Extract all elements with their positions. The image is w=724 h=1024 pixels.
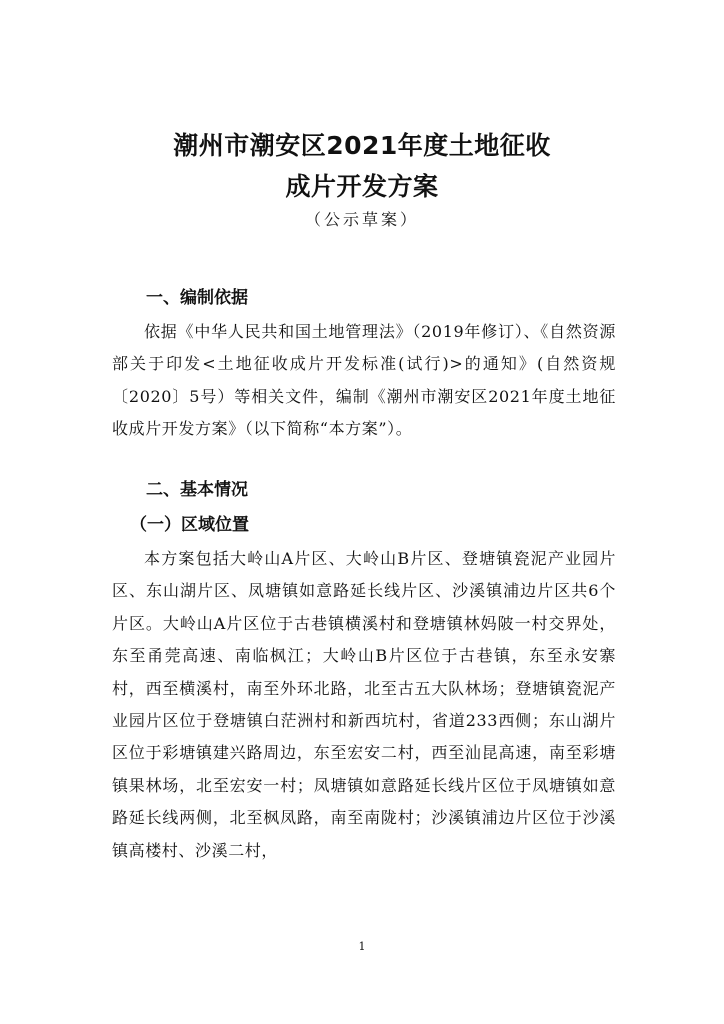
page-number: 1: [358, 940, 366, 953]
section-heading-basic-info: 二、基本情况: [146, 480, 248, 500]
document-subtitle: （公示草案）: [304, 210, 419, 229]
paragraph-location: 本方案包括大岭山A片区、大岭山B片区、登塘镇瓷泥产业园片区、东山湖片区、凤塘镇如意路延长线片区、沙溪镇浦边片区共6个片区。大岭山A片区位于古巷镇横溪村和登塘镇林妈陂一村交界处，东至甬莞高速、南临枫江；大岭山B片区位于古巷镇，东至永安寨村，西至横溪村，南至外环北路，北至古五大队林场；登塘镇瓷泥产业园片区位于登塘镇白茫洲村和新西坑村，省道233西侧；东山湖片区位于彩塘镇建兴路周边，东至宏安二村，西至汕昆高速，南至彩塘镇果林场，北至宏安一村；凤塘镇如意路延长线片区位于凤塘镇如意路延长线两侧，北至枫凤路，南至南陇村；沙溪镇浦边片区位于沙溪镇高楼村、沙溪二村，: [112, 549, 616, 860]
section-heading-basis: 一、编制依据: [146, 288, 248, 308]
subsection-heading-location: （一）区域位置: [130, 515, 249, 535]
document-title-line-1: 潮州市潮安区2021年度土地征收: [173, 131, 551, 160]
document-title-line-2: 成片开发方案: [285, 172, 439, 201]
paragraph-basis: 依据《中华人民共和国土地管理法》（2019年修订）、《自然资源部关于印发<土地征收成片开发标准(试行)>的通知》(自然资规〔2020〕5号）等相关文件，编制《潮州市潮安区2021年度土地征收成片开发方案》（以下简称“本方案”）。: [112, 322, 616, 439]
